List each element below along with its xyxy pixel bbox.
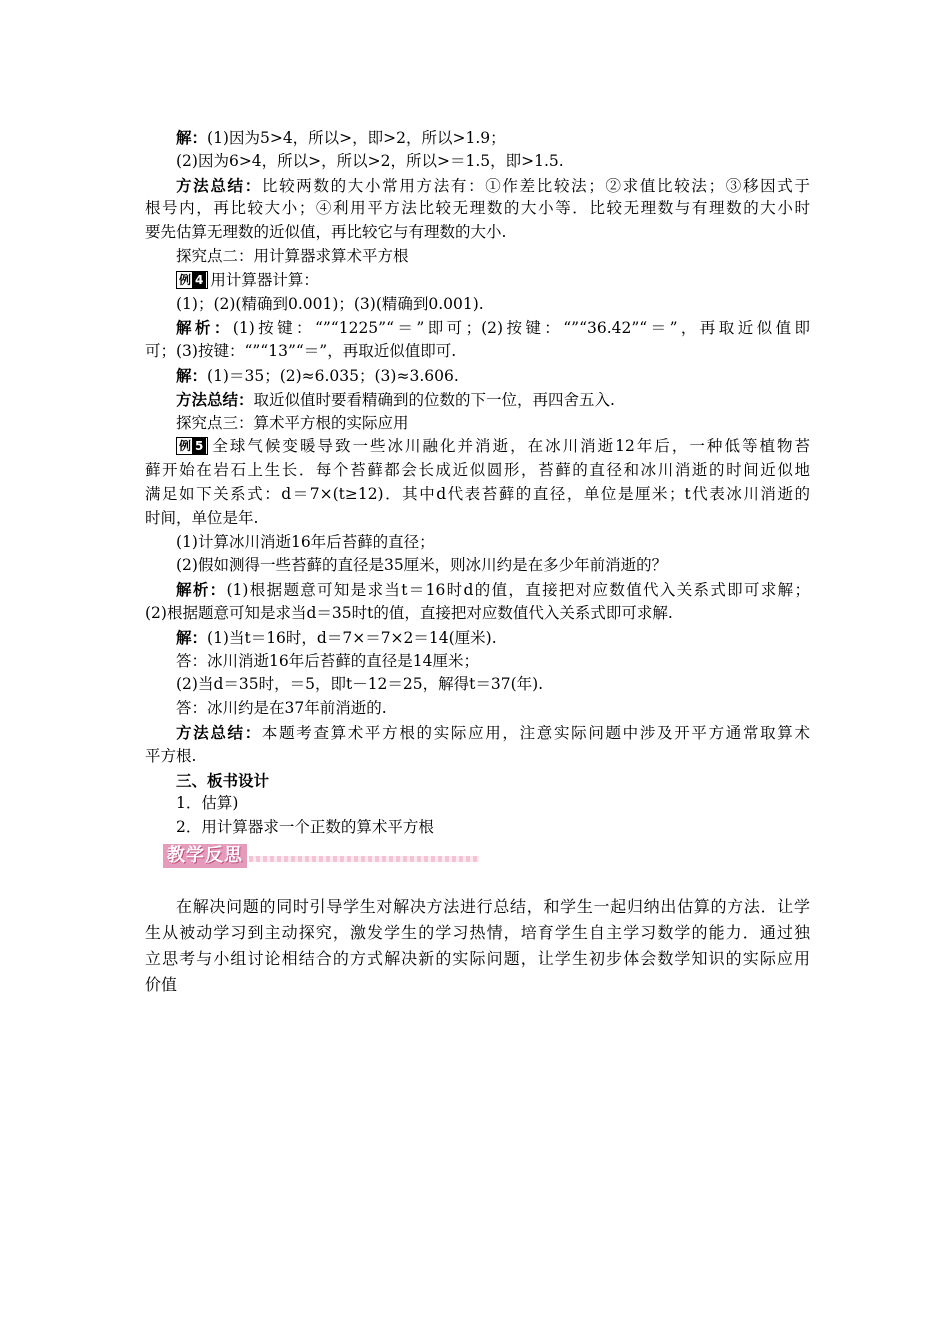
paragraph-line (145, 221, 810, 245)
section-heading-2 (145, 245, 810, 269)
analysis-text: (1)根据题意可知是求当t＝16时d的值，直接把对应数值代入关系式即可求解； (226, 581, 810, 600)
section-heading-board-design (145, 769, 810, 793)
reflection-text: 价值 (145, 974, 178, 994)
paragraph-text: (1)；(2)(精确到0.001)；(3)(精确到0.001). (176, 294, 484, 313)
paragraph-line (145, 602, 810, 626)
method-summary-label: 方法总结： (176, 175, 262, 195)
reflection-line (145, 972, 810, 998)
paragraph-line (145, 459, 810, 483)
answer-line-1 (145, 650, 810, 674)
method-summary-3 (145, 721, 810, 745)
document-body (145, 126, 810, 998)
paragraph-line (145, 293, 810, 317)
method-summary-2 (145, 388, 810, 412)
paragraph-text: 根号内，再比较大小；④利用平方法比较无理数的大小等．比较无理数与有理数的大小时 (145, 199, 810, 218)
method-summary-label: 方法总结： (176, 722, 262, 742)
paragraph-text: 可；(3)按键：“”“13”“＝”，再取近似值即可. (145, 342, 457, 361)
paragraph-text: 满足如下关系式：d＝7×(t≥12)．其中d代表苔藓的直径，单位是厘米；t代表冰川消逝的 (145, 484, 810, 503)
paragraph-line (145, 507, 810, 531)
paragraph-line (145, 745, 810, 769)
example-badge (176, 271, 208, 289)
solution-text: (1)＝35；(2)≈6.035；(3)≈3.606. (207, 366, 459, 385)
solution-line (145, 626, 810, 650)
paragraph-text: 藓开始在岩石上生长．每个苔藓都会长成近似圆形，苔藓的直径和冰川消逝的时间近似地 (145, 461, 810, 480)
solution-text: (1)因为5>4，所以>，即>2，所以>1.9； (207, 129, 506, 147)
method-summary-text: 本题考查算术平方根的实际应用，注意实际问题中涉及开平方通常取算术 (261, 723, 810, 742)
solution-label: 解： (176, 627, 208, 647)
analysis-label: 解析： (176, 318, 233, 338)
solution-label: 解： (176, 128, 208, 147)
question-text: (1)计算冰川消逝16年后苔藓的直径； (176, 532, 435, 551)
solution-line-1 (145, 126, 810, 150)
method-summary-text: 取近似值时要看精确到的位数的下一位，再四舍五入. (253, 390, 615, 409)
method-summary-label: 方法总结： (176, 389, 254, 409)
example-badge-char: 例 (179, 272, 192, 287)
solution-line-2 (145, 150, 810, 174)
board-item-1 (145, 792, 810, 816)
analysis-label: 解析： (176, 580, 227, 600)
paragraph-text: 平方根. (145, 746, 197, 765)
board-item-text: 2．用计算器求一个正数的算术平方根 (176, 818, 434, 837)
section-heading-3 (145, 412, 810, 436)
method-summary-1 (145, 174, 810, 198)
section-heading-text: 探究点二：用计算器求算术平方根 (176, 246, 409, 265)
reflection-line (145, 920, 810, 946)
reflection-line (145, 894, 810, 920)
section-heading-text: 探究点三：算术平方根的实际应用 (176, 413, 409, 432)
solution-text: (2)因为6>4，所以>，所以>2，所以>＝1.5，即>1.5. (176, 151, 564, 170)
paragraph-text: (2)根据题意可知是求当d＝35时t的值，直接把对应数值代入关系式即可求解. (145, 603, 673, 622)
answer-text: 答：冰川约是在37年前消逝的. (176, 699, 387, 718)
banner-decoration (249, 856, 479, 862)
answer-line-2 (145, 697, 810, 721)
reflection-line (145, 946, 810, 972)
analysis-text: (1)按键：“”“1225”“＝”即可；(2)按键：“”“36.42”“＝”，再取近似值即 (232, 319, 810, 338)
reflection-text: 立思考与小组讨论相结合的方式解决新的实际问题，让学生初步体会数学知识的实际应用 (145, 948, 810, 968)
question-1 (145, 531, 810, 555)
answer-text: 答：冰川消逝16年后苔藓的直径是14厘米； (176, 651, 479, 670)
paragraph-line (145, 340, 810, 364)
analysis-line-2 (145, 578, 810, 602)
paragraph-text: 时间，单位是年. (145, 508, 259, 527)
question-text: (2)假如测得一些苔藓的直径是35厘米，则冰川约是在多少年前消逝的？ (176, 556, 668, 575)
solution-line (145, 364, 810, 388)
example-4-line (145, 269, 810, 293)
reflection-paragraph (145, 894, 810, 998)
teaching-reflection-banner (163, 842, 483, 872)
example-badge (176, 437, 208, 455)
reflection-text: 生从被动学习到主动探究，激发学生的学习热情，培育学生自主学习数学的能力．通过独 (145, 922, 810, 942)
banner-title: 教学反思 (163, 844, 247, 868)
solution-line (145, 673, 810, 697)
analysis-line-1 (145, 316, 810, 340)
paragraph-line (145, 483, 810, 507)
solution-text: (1)当t＝16时，d＝7×＝7×2＝14(厘米). (207, 628, 497, 647)
section-heading-text: 三、板书设计 (176, 770, 270, 790)
board-item-text: 1．估算) (176, 794, 239, 813)
paragraph-line (145, 197, 810, 221)
paragraph-text: 要先估算无理数的近似值，再比较它与有理数的大小. (145, 223, 507, 242)
method-summary-text: 比较两数的大小常用方法有：①作差比较法；②求值比较法；③移因式于 (261, 176, 810, 195)
solution-label: 解： (176, 365, 208, 385)
solution-text: (2)当d＝35时，＝5，即t－12＝25，解得t＝37(年). (176, 675, 544, 694)
example-badge-number: 5 (192, 438, 206, 454)
example-badge-char: 例 (179, 439, 192, 454)
example-5-line (145, 435, 810, 459)
example-badge-number: 4 (192, 272, 206, 288)
question-2 (145, 554, 810, 578)
example-text: 用计算器计算： (210, 270, 319, 289)
example-text: 全球气候变暖导致一些冰川融化并消逝，在冰川消逝12年后，一种低等植物苔 (210, 437, 810, 456)
board-item-2 (145, 816, 810, 840)
reflection-text: 在解决问题的同时引导学生对解决方法进行总结，和学生一起归纳出估算的方法．让学 (176, 896, 810, 916)
